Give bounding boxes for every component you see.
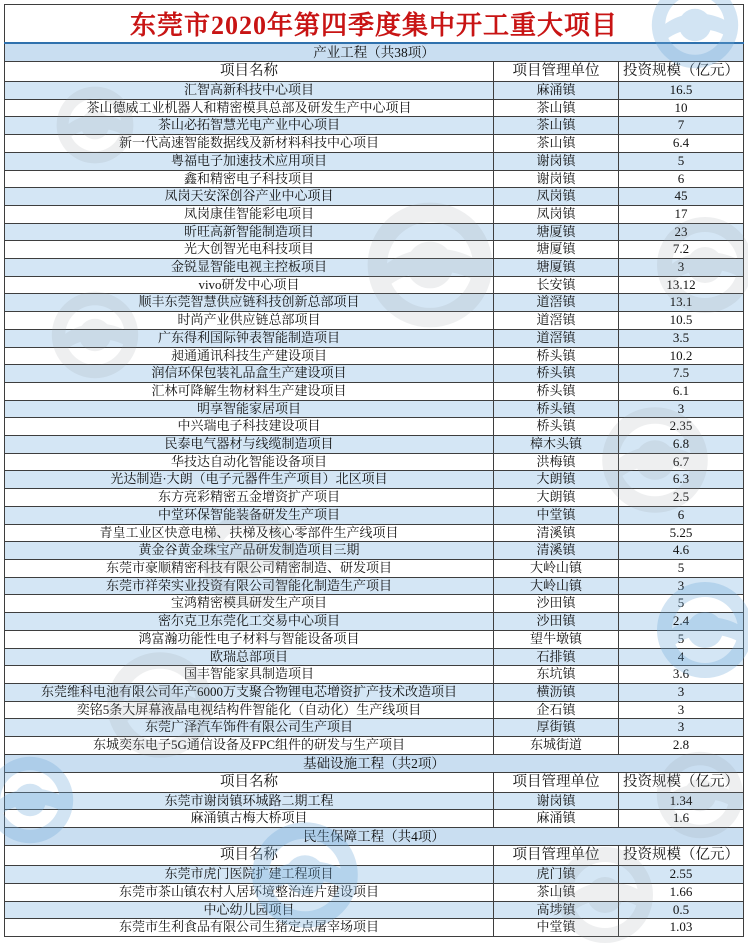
section-title: 产业工程（共38项）: [5, 43, 744, 62]
section-title: 基础设施工程（共2项）: [5, 754, 744, 772]
managing-town-cell: 凤岗镇: [494, 188, 619, 206]
managing-town-cell: 高埗镇: [494, 901, 619, 919]
managing-town-cell: 道滘镇: [494, 294, 619, 312]
projects-table-body: [5, 5, 744, 937]
investment-cell: 45: [619, 188, 744, 206]
managing-town-cell: 道滘镇: [494, 329, 619, 347]
investment-cell: 3: [619, 683, 744, 701]
managing-town-cell: 大岭山镇: [494, 559, 619, 577]
managing-town-cell: 凤岗镇: [494, 205, 619, 223]
managing-town-cell: 望牛墩镇: [494, 630, 619, 648]
table-row: [5, 223, 744, 241]
table-row: [5, 312, 744, 330]
project-name-cell: 密尔克卫东莞化工交易中心项目: [5, 613, 494, 631]
managing-town-cell: 洪梅镇: [494, 453, 619, 471]
managing-town-cell: 长安镇: [494, 276, 619, 294]
column-header-2: 投资规模（亿元）: [619, 846, 744, 866]
managing-town-cell: 塘厦镇: [494, 223, 619, 241]
column-header-2: 投资规模（亿元）: [619, 62, 744, 82]
investment-cell: 6: [619, 506, 744, 524]
project-name-cell: 金锐显智能电视主控板项目: [5, 259, 494, 277]
investment-cell: 17: [619, 205, 744, 223]
investment-cell: 3: [619, 400, 744, 418]
table-row: [5, 866, 744, 884]
managing-town-cell: 茶山镇: [494, 117, 619, 135]
table-row: [5, 152, 744, 170]
table-row: [5, 595, 744, 613]
project-name-cell: 茶山德威工业机器人和精密模具总部及研发生产中心项目: [5, 99, 494, 117]
managing-town-cell: 桥头镇: [494, 365, 619, 383]
investment-cell: 6.4: [619, 135, 744, 153]
investment-cell: 13.1: [619, 294, 744, 312]
project-name-cell: 时尚产业供应链总部项目: [5, 312, 494, 330]
investment-cell: 0.5: [619, 901, 744, 919]
project-name-cell: 麻涌镇古梅大桥项目: [5, 810, 494, 828]
investment-cell: 13.12: [619, 276, 744, 294]
managing-town-cell: 谢岗镇: [494, 152, 619, 170]
table-row: [5, 489, 744, 507]
project-name-cell: 民泰电气器材与线缆制造项目: [5, 436, 494, 454]
investment-cell: 6.1: [619, 382, 744, 400]
investment-cell: 6.3: [619, 471, 744, 489]
project-name-cell: 中兴瑞电子科技建设项目: [5, 418, 494, 436]
project-name-cell: 鑫和精密电子科技项目: [5, 170, 494, 188]
column-header-row: [5, 62, 744, 82]
managing-town-cell: 清溪镇: [494, 524, 619, 542]
investment-cell: 1.6: [619, 810, 744, 828]
investment-cell: 16.5: [619, 82, 744, 100]
table-row: [5, 436, 744, 454]
managing-town-cell: 大朗镇: [494, 489, 619, 507]
managing-town-cell: 东坑镇: [494, 666, 619, 684]
project-name-cell: 中心幼儿园项目: [5, 901, 494, 919]
table-row: [5, 737, 744, 755]
project-name-cell: 东莞市祥荣实业投资有限公司智能化制造生产项目: [5, 577, 494, 595]
table-row: [5, 382, 744, 400]
project-name-cell: 东方亮彩精密五金增资扩产项目: [5, 489, 494, 507]
managing-town-cell: 茶山镇: [494, 883, 619, 901]
investment-cell: 10: [619, 99, 744, 117]
project-name-cell: 光大创智光电科技项目: [5, 241, 494, 259]
table-row: [5, 559, 744, 577]
managing-town-cell: 石排镇: [494, 648, 619, 666]
table-row: [5, 347, 744, 365]
title-row: [5, 5, 744, 44]
table-row: [5, 99, 744, 117]
table-row: [5, 471, 744, 489]
investment-cell: 6.8: [619, 436, 744, 454]
investment-cell: 10.5: [619, 312, 744, 330]
managing-town-cell: 樟木头镇: [494, 436, 619, 454]
investment-cell: 5: [619, 595, 744, 613]
project-name-cell: 宝鸿精密模具研发生产项目: [5, 595, 494, 613]
managing-town-cell: 企石镇: [494, 701, 619, 719]
column-header-1: 项目管理单位: [494, 846, 619, 866]
section-header-row-0: [5, 43, 744, 62]
project-name-cell: 东莞市虎门医院扩建工程项目: [5, 866, 494, 884]
investment-cell: 3: [619, 701, 744, 719]
investment-cell: 2.5: [619, 489, 744, 507]
managing-town-cell: 麻涌镇: [494, 810, 619, 828]
investment-cell: 5.25: [619, 524, 744, 542]
column-header-2: 投资规模（亿元）: [619, 772, 744, 792]
table-row: [5, 506, 744, 524]
project-name-cell: 顺丰东莞智慧供应链科技创新总部项目: [5, 294, 494, 312]
column-header-row: [5, 772, 744, 792]
project-name-cell: 国丰智能家具制造项目: [5, 666, 494, 684]
table-row: [5, 82, 744, 100]
investment-cell: 3: [619, 577, 744, 595]
table-row: [5, 117, 744, 135]
section-header-row-1: [5, 754, 744, 772]
project-name-cell: 中堂环保智能装备研发生产项目: [5, 506, 494, 524]
managing-town-cell: 虎门镇: [494, 866, 619, 884]
project-name-cell: 茶山必拓智慧光电产业中心项目: [5, 117, 494, 135]
project-name-cell: 明享智能家居项目: [5, 400, 494, 418]
managing-town-cell: 谢岗镇: [494, 792, 619, 810]
table-row: [5, 365, 744, 383]
managing-town-cell: 厚街镇: [494, 719, 619, 737]
project-name-cell: 东莞市茶山镇农村人居环境整治连片建设项目: [5, 883, 494, 901]
project-name-cell: 昕旺高新智能制造项目: [5, 223, 494, 241]
managing-town-cell: 谢岗镇: [494, 170, 619, 188]
project-name-cell: vivo研发中心项目: [5, 276, 494, 294]
project-name-cell: 东莞维科电池有限公司年产6000万支聚合物锂电芯增资扩产技术改造项目: [5, 683, 494, 701]
project-name-cell: 华技达自动化智能设备项目: [5, 453, 494, 471]
project-name-cell: 黄金谷黄金珠宝产品研发制造项目三期: [5, 542, 494, 560]
investment-cell: 2.8: [619, 737, 744, 755]
table-row: [5, 810, 744, 828]
project-name-cell: 东城奕东电子5G通信设备及FPC组件的研发与生产项目: [5, 737, 494, 755]
project-name-cell: 东莞市生利食品有限公司生猪定点屠宰场项目: [5, 919, 494, 937]
column-header-1: 项目管理单位: [494, 772, 619, 792]
investment-cell: 7: [619, 117, 744, 135]
managing-town-cell: 塘厦镇: [494, 259, 619, 277]
investment-cell: 4.6: [619, 542, 744, 560]
investment-cell: 3: [619, 719, 744, 737]
investment-cell: 6: [619, 170, 744, 188]
table-row: [5, 648, 744, 666]
column-header-0: 项目名称: [5, 846, 494, 866]
project-name-cell: 东莞市豪顺精密科技有限公司精密制造、研发项目: [5, 559, 494, 577]
investment-cell: 10.2: [619, 347, 744, 365]
project-name-cell: 凤岗康佳智能彩电项目: [5, 205, 494, 223]
table-row: [5, 919, 744, 937]
managing-town-cell: 麻涌镇: [494, 82, 619, 100]
investment-cell: 23: [619, 223, 744, 241]
investment-cell: 2.35: [619, 418, 744, 436]
table-row: [5, 205, 744, 223]
table-row: [5, 294, 744, 312]
investment-cell: 6.7: [619, 453, 744, 471]
table-row: [5, 701, 744, 719]
managing-town-cell: 沙田镇: [494, 595, 619, 613]
managing-town-cell: 中堂镇: [494, 506, 619, 524]
investment-cell: 2.4: [619, 613, 744, 631]
project-name-cell: 奕铭5条大屏幕液晶电视结构件智能化（自动化）生产线项目: [5, 701, 494, 719]
managing-town-cell: 东城街道: [494, 737, 619, 755]
section-title: 民生保障工程（共4项）: [5, 828, 744, 846]
investment-cell: 1.66: [619, 883, 744, 901]
page-title: 东莞市2020年第四季度集中开工重大项目: [5, 5, 744, 44]
section-header-row-2: [5, 828, 744, 846]
managing-town-cell: 桥头镇: [494, 347, 619, 365]
table-row: [5, 630, 744, 648]
managing-town-cell: 沙田镇: [494, 613, 619, 631]
table-row: [5, 418, 744, 436]
table-row: [5, 400, 744, 418]
project-name-cell: 汇林可降解生物材料生产建设项目: [5, 382, 494, 400]
project-name-cell: 东莞广泽汽车饰件有限公司生产项目: [5, 719, 494, 737]
table-row: [5, 329, 744, 347]
project-name-cell: 粤福电子加速技术应用项目: [5, 152, 494, 170]
project-name-cell: 东莞市谢岗镇环城路二期工程: [5, 792, 494, 810]
table-row: [5, 524, 744, 542]
investment-cell: 5: [619, 152, 744, 170]
managing-town-cell: 塘厦镇: [494, 241, 619, 259]
investment-cell: 3.5: [619, 329, 744, 347]
project-name-cell: 凤岗天安深创谷产业中心项目: [5, 188, 494, 206]
table-row: [5, 577, 744, 595]
table-row: [5, 666, 744, 684]
investment-cell: 3.6: [619, 666, 744, 684]
project-name-cell: 青皇工业区快意电梯、扶梯及核心零部件生产线项目: [5, 524, 494, 542]
managing-town-cell: 桥头镇: [494, 400, 619, 418]
managing-town-cell: 茶山镇: [494, 135, 619, 153]
investment-cell: 7.2: [619, 241, 744, 259]
investment-cell: 1.03: [619, 919, 744, 937]
projects-table: [4, 4, 743, 937]
table-row: [5, 135, 744, 153]
investment-cell: 2.55: [619, 866, 744, 884]
table-row: [5, 792, 744, 810]
table-row: [5, 901, 744, 919]
investment-cell: 3: [619, 259, 744, 277]
project-name-cell: 广东得利国际钟表智能制造项目: [5, 329, 494, 347]
managing-town-cell: 横沥镇: [494, 683, 619, 701]
project-name-cell: 润信环保包装礼品盒生产建设项目: [5, 365, 494, 383]
table-row: [5, 170, 744, 188]
table-row: [5, 241, 744, 259]
table-row: [5, 613, 744, 631]
project-name-cell: 新一代高速智能数据线及新材料科技中心项目: [5, 135, 494, 153]
table-row: [5, 883, 744, 901]
managing-town-cell: 大朗镇: [494, 471, 619, 489]
investment-cell: 4: [619, 648, 744, 666]
project-name-cell: 欧瑞总部项目: [5, 648, 494, 666]
column-header-0: 项目名称: [5, 62, 494, 82]
managing-town-cell: 桥头镇: [494, 382, 619, 400]
investment-cell: 7.5: [619, 365, 744, 383]
table-row: [5, 259, 744, 277]
column-header-row: [5, 846, 744, 866]
managing-town-cell: 中堂镇: [494, 919, 619, 937]
table-row: [5, 542, 744, 560]
project-name-cell: 鸿富瀚功能性电子材料与智能设备项目: [5, 630, 494, 648]
table-row: [5, 719, 744, 737]
project-name-cell: 汇智高新科技中心项目: [5, 82, 494, 100]
table-row: [5, 453, 744, 471]
column-header-1: 项目管理单位: [494, 62, 619, 82]
table-row: [5, 276, 744, 294]
managing-town-cell: 道滘镇: [494, 312, 619, 330]
project-name-cell: 光达制造·大朗（电子元器件生产项目）北区项目: [5, 471, 494, 489]
managing-town-cell: 大岭山镇: [494, 577, 619, 595]
managing-town-cell: 清溪镇: [494, 542, 619, 560]
column-header-0: 项目名称: [5, 772, 494, 792]
investment-cell: 5: [619, 559, 744, 577]
managing-town-cell: 茶山镇: [494, 99, 619, 117]
managing-town-cell: 桥头镇: [494, 418, 619, 436]
investment-cell: 5: [619, 630, 744, 648]
project-name-cell: 昶通通讯科技生产建设项目: [5, 347, 494, 365]
investment-cell: 1.34: [619, 792, 744, 810]
table-row: [5, 188, 744, 206]
table-row: [5, 683, 744, 701]
